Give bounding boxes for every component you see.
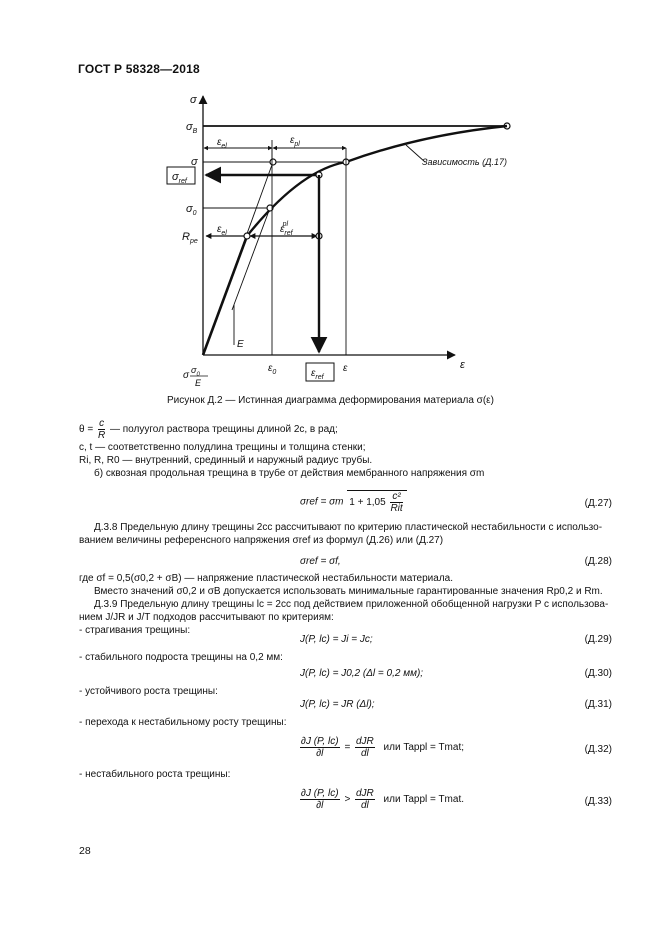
svg-text:σ0: $\sigma_0$ — [191, 365, 200, 378]
equation-31-number: (Д.31) — [584, 699, 612, 710]
equation-29-number: (Д.29) — [584, 634, 612, 645]
label-sigma-b: σ — [186, 121, 193, 133]
equation-32: $\frac{\partial J (P, lc)}{\partial l}$ = $\frac{\text{dJR}}{dl}$ или Tappl = Tmat; — [301, 736, 464, 759]
equation-33: $\frac{\partial J (P, lc)}{\partial l}$ > $\frac{\text{dJR}}{dl}$ или Tappl = Tmat. — [301, 788, 464, 811]
label-sigma: σ — [191, 156, 198, 168]
equation-30-number: (Д.30) — [584, 668, 612, 679]
x-axis-label: ε — [460, 359, 465, 371]
figure-caption: Рисунок Д.2 — Истинная диаграмма деформирования материала σ(ε) — [167, 395, 494, 406]
equation-32-number: (Д.32) — [584, 744, 612, 755]
equation-28: σref = σf, — [300, 556, 341, 567]
paragraph-d38-line1: Д.3.8 Предельную длину трещины 2cc рассчитывают по критерию пластической нестабильности с использо- — [94, 522, 603, 533]
svg-text:ε0: $\varepsilon_0$ — [268, 363, 277, 376]
svg-text:εel: $\varepsilon_{el}$ — [217, 224, 227, 237]
svg-text:σB: $\sigma_B$ — [186, 121, 198, 135]
dependence-label: Зависимость (Д.17) — [422, 157, 507, 167]
svg-text:σref: $\sigma_{ref}$ — [172, 171, 187, 185]
label-eps-ref-pl: ε — [280, 224, 285, 235]
equation-29: J(P, lc) = Ji = Jc; — [300, 634, 373, 645]
criterion-1: - страгивания трещины: — [79, 625, 191, 636]
label-rpe: R — [182, 231, 190, 243]
theta-definition: θ = $\frac{c}{R}$ — полуугол раствора трещины длиной 2c, в рад; — [79, 418, 338, 441]
equation-27: σref = σm 1 + 1,05 $\frac{\text{c²}}{\text{Rit}}$ — [300, 490, 407, 514]
label-sigma0: σ — [186, 203, 193, 215]
where-text: где σf = 0,5(σ0,2 + σB) — напряжение пластической нестабильности материала. — [79, 573, 454, 584]
equation-31: J(P, lc) = JR (Δl); — [300, 699, 375, 710]
paragraph-d39-line1: Д.3.9 Предельную длину трещины lc = 2cc под действием приложенной обобщенной нагрузки P с использова- — [94, 599, 609, 610]
tick-eps0: ε — [268, 363, 273, 374]
label-eps-pl: ε — [290, 135, 295, 146]
equation-28-number: (Д.28) — [584, 556, 612, 567]
instead-text: Вместо значений σ0,2 и σB допускается использовать минимальные гарантированные значения Rp0,2 и Rm. — [94, 586, 603, 597]
true-curve — [247, 126, 507, 236]
criterion-3: - устойчивого роста трещины: — [79, 686, 218, 697]
tick-eps: ε — [343, 363, 348, 374]
criterion-2: - стабильного подроста трещины на 0,2 мм: — [79, 652, 283, 663]
paragraph-d39-line2: нием J/JR и J/T подходов рассчитывают по критериям: — [79, 612, 334, 623]
unload-line-sigma — [203, 162, 273, 355]
tick-sigma0-e-prefix: σ — [183, 370, 190, 381]
svg-text:Rpe: $R_{pe}$ — [182, 231, 198, 245]
tick-sigma0-e-den: E — [195, 378, 202, 388]
svg-text:εel: $\varepsilon_{el}$ — [217, 137, 227, 150]
tick-eps-ref: ε — [311, 368, 316, 379]
svg-text:εpl: $\varepsilon_{pl}$ — [290, 135, 300, 148]
e-label: E — [237, 339, 244, 350]
label-eps-el-top: ε — [217, 137, 222, 148]
svg-text:σ0: $\sigma_0$ — [186, 203, 197, 217]
label-sigma-ref: σ — [172, 171, 179, 183]
criterion-4: - перехода к нестабильному росту трещины: — [79, 717, 287, 728]
ct-definition: c, t — соответственно полудлина трещины и толщина стенки; — [79, 442, 366, 453]
svg-text:εrefpl: $\varepsilon_{ref}pl$ — [280, 221, 293, 237]
item-b: б) сквозная продольная трещина в трубе от действия мембранного напряжения σm — [94, 468, 485, 479]
equation-27-number: (Д.27) — [584, 498, 612, 509]
document-header: ГОСТ Р 58328—2018 — [78, 62, 200, 76]
tick-sigma0-e-num: σ — [191, 365, 197, 375]
radii-definition: Ri, R, R0 — внутренний, срединный и наружный радиус трубы. — [79, 455, 373, 466]
paragraph-d38-line2: ванием величины референсного напряжения σref из формул (Д.26) или (Д.27) — [79, 535, 444, 546]
label-eps-el-lower: ε — [217, 224, 222, 235]
equation-33-number: (Д.33) — [584, 796, 612, 807]
page-number: 28 — [79, 845, 91, 857]
criterion-5: - нестабильного роста трещины: — [79, 769, 231, 780]
svg-text:εref: $\varepsilon_{ref}$ — [311, 368, 324, 381]
equation-30: J(P, lc) = J0,2 (Δl = 0,2 мм); — [300, 668, 424, 679]
y-axis-label: σ — [190, 94, 197, 106]
